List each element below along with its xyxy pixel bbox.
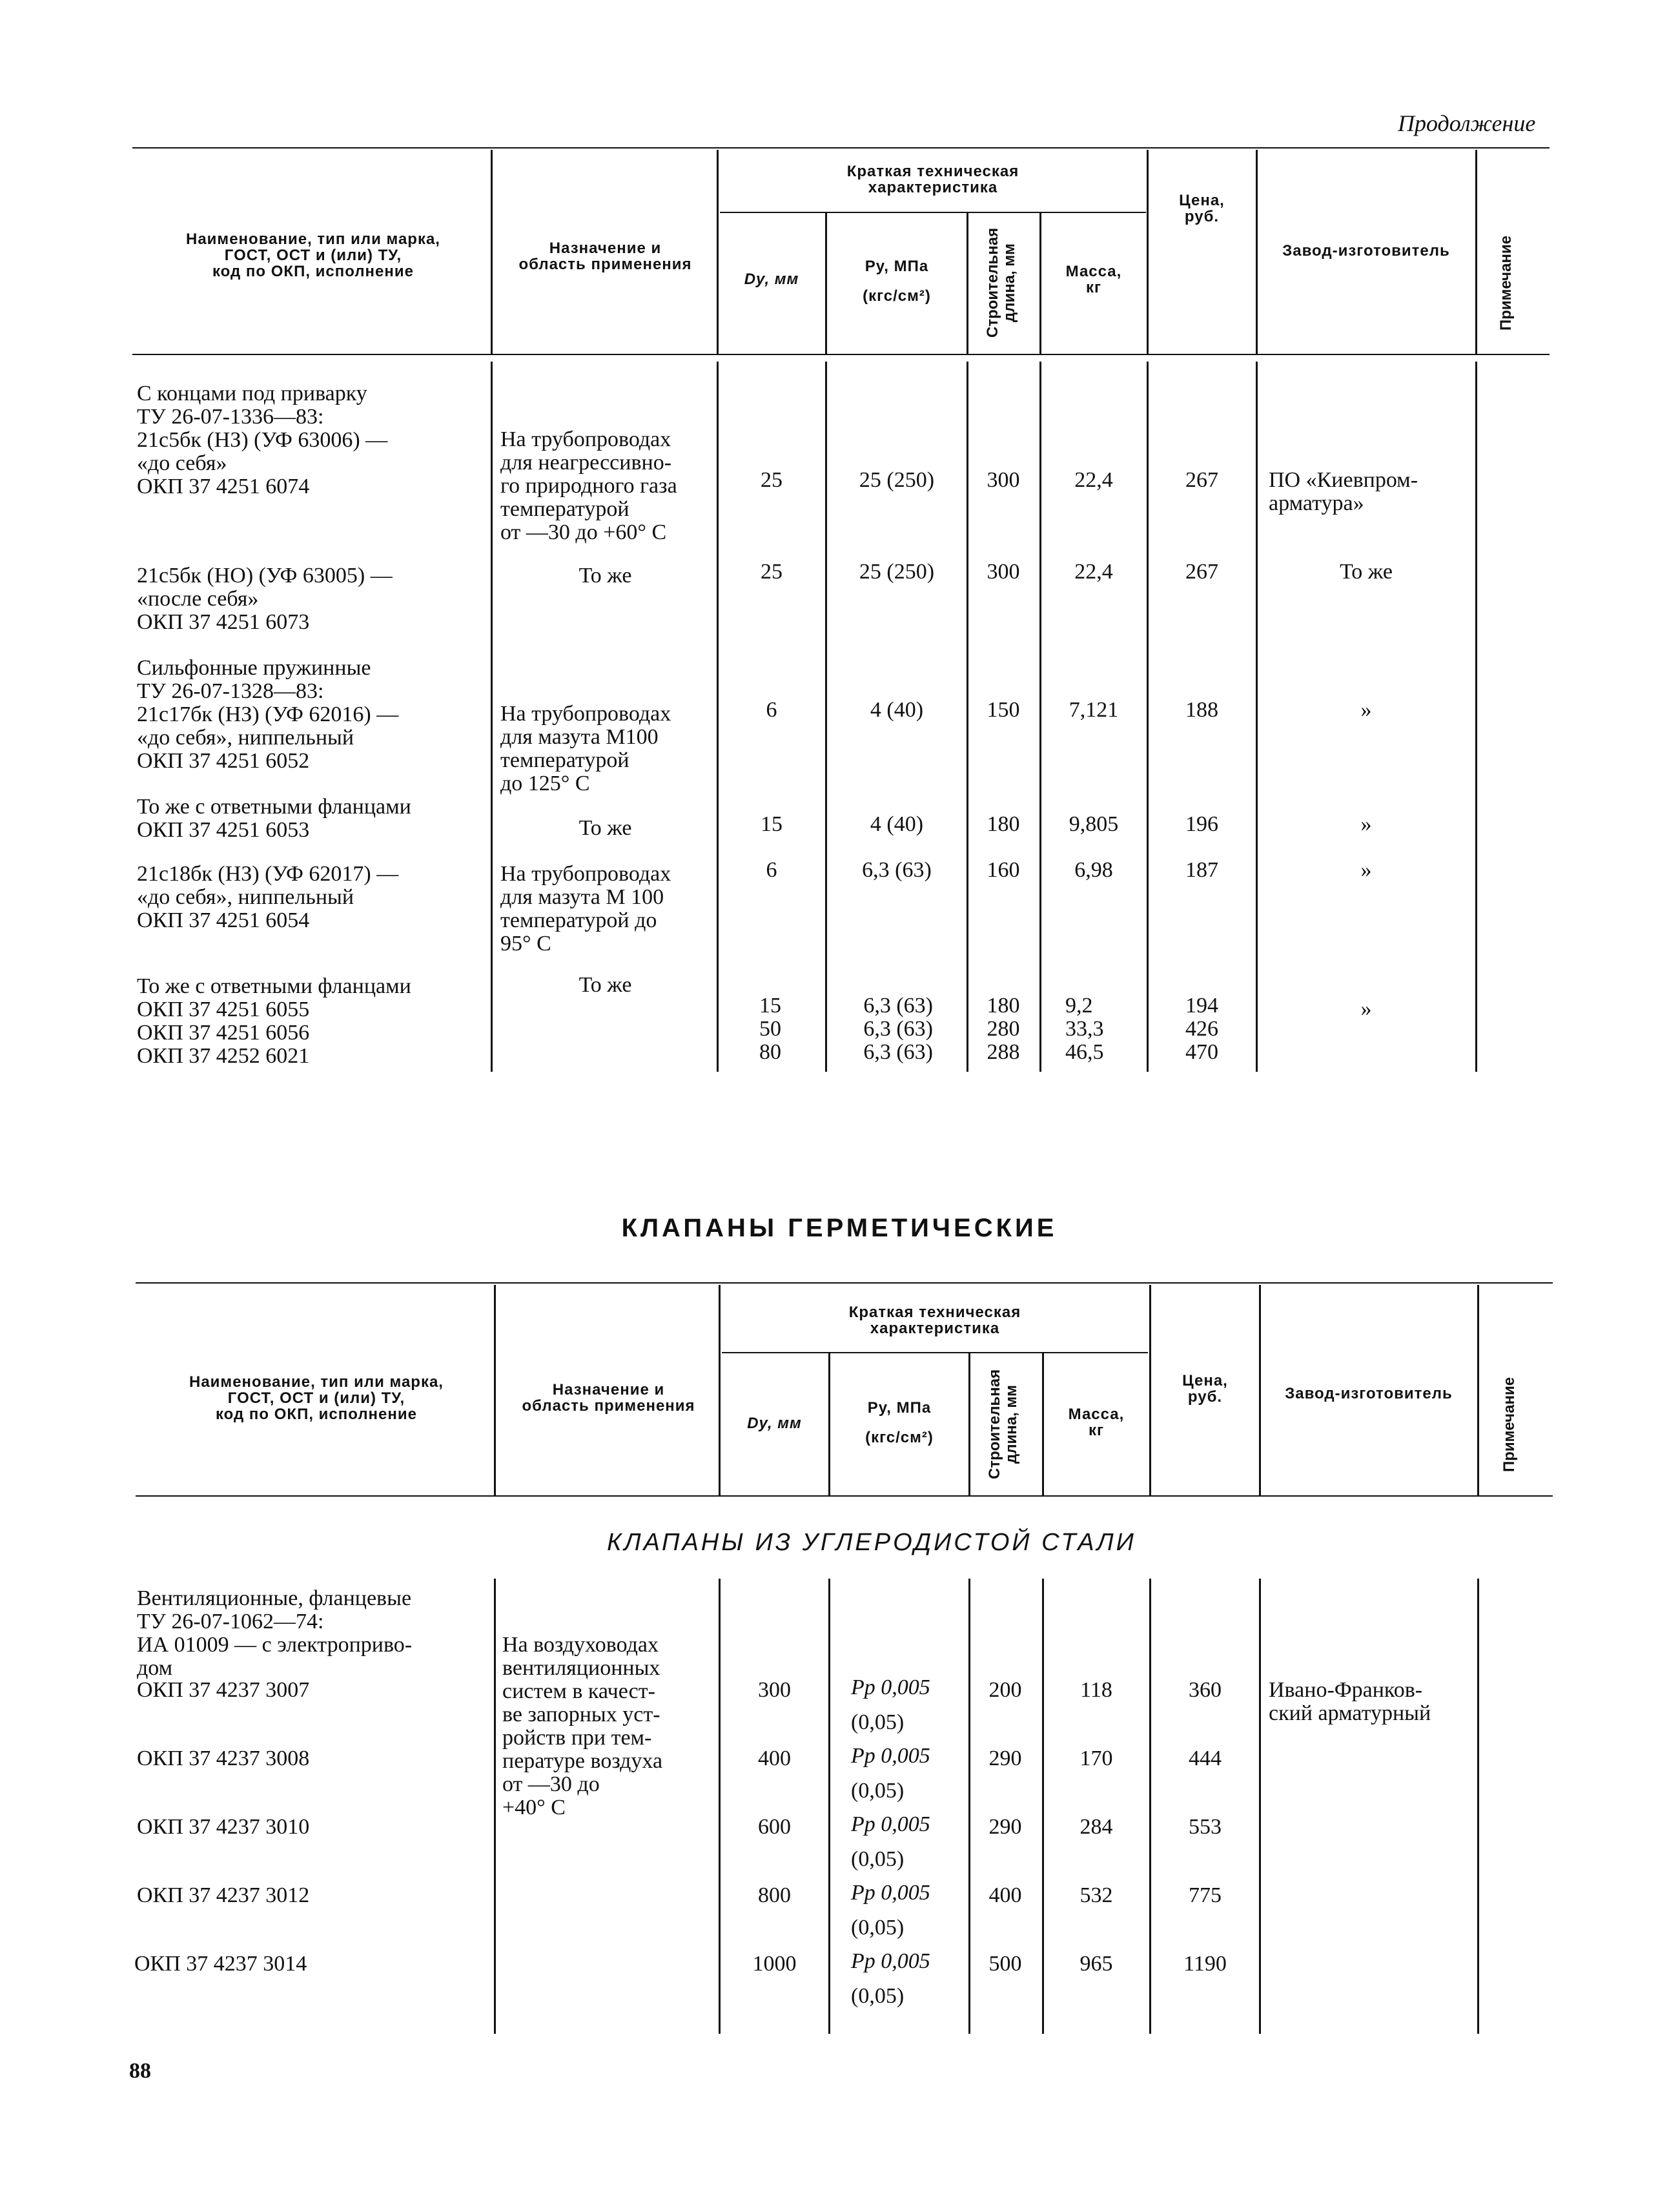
group-name: Вентиляционные, фланцевые ТУ 26-07-1062—74: ИА 01009 — с электроприво- дом [137,1586,413,1680]
cell-length: 300 [987,468,1020,492]
cell-name: С концами под приварку ТУ 26-07-1336—83: 21с5бк (НЗ) (УФ 63006) — «до себя» ОКП 37 4251 6074 [137,382,388,498]
cell-dy: 1000 [752,1952,797,1976]
cell-length: 300 [987,560,1020,584]
cell-maker: Ивано-Франков- ский арматурный [1269,1678,1431,1725]
cell-py: Pр 0,005 [851,1675,930,1699]
header-note: Примечание [1497,235,1515,331]
section-title: КЛАПАНЫ ГЕРМЕТИЧЕСКИЕ [621,1214,1058,1242]
cell-py: 6,3 (63) 6,3 (63) 6,3 (63) [863,994,933,1064]
page-number: 88 [129,2059,151,2083]
cell-py: Pр 0,005 [851,1744,930,1768]
header-length: Строительная длина, мм [986,1369,1020,1480]
cell-dy: 15 [761,812,783,836]
cell-py: 6,3 (63) [862,858,932,882]
cell-length: 160 [987,858,1020,882]
cell-maker: » [1360,698,1372,722]
header-py-unit: (кгс/см²) [865,1429,934,1446]
cell-name: То же с ответными фланцами ОКП 37 4251 6053 [137,795,411,842]
cell-py: 4 (40) [870,698,924,722]
cell-price: 444 [1189,1746,1222,1770]
header-py-unit: (кгс/см²) [863,287,931,305]
header-mass: Масса, кг [1065,263,1122,296]
header-tech: Краткая техническая характеристика [846,163,1019,196]
cell-dy: 400 [758,1746,791,1770]
cell-code: ОКП 37 4237 3012 [137,1883,310,1907]
cell-code: ОКП 37 4237 3010 [137,1815,310,1839]
cell-mass: 22,4 [1074,468,1113,492]
cell-purpose: То же [578,564,632,588]
cell-dy: 800 [758,1883,791,1907]
cell-dy: 15 50 80 [759,994,781,1064]
cell-py-unit: (0,05) [851,1710,905,1734]
cell-length: 290 [988,1746,1022,1770]
header-tech: Краткая техническая характеристика [848,1304,1021,1337]
cell-py: Pр 0,005 [851,1812,930,1836]
cell-py-unit: (0,05) [851,1779,905,1803]
header-length: Строительная длина, мм [984,227,1018,338]
header-price: Цена, руб. [1179,192,1225,225]
cell-name: То же с ответными фланцами ОКП 37 4251 6055 ОКП 37 4251 6056 ОКП 37 4252 6021 [137,974,411,1068]
cell-price: 188 [1185,698,1218,722]
cell-py: 25 (250) [859,468,935,492]
cell-mass: 965 [1079,1952,1113,1976]
cell-code: ОКП 37 4237 3008 [137,1746,310,1770]
cell-py: 25 (250) [859,560,935,584]
header-maker: Завод-изготовитель [1285,1385,1453,1402]
cell-purpose: На трубопроводах для мазута М 100 температурой до 95° С [500,862,671,956]
subsection-title: КЛАПАНЫ ИЗ УГЛЕРОДИСТОЙ СТАЛИ [607,1529,1136,1556]
header-mass: Масса, кг [1068,1406,1125,1439]
cell-dy: 6 [766,698,777,722]
cell-mass: 22,4 [1074,560,1113,584]
cell-length: 180 [987,812,1020,836]
cell-code: ОКП 37 4237 3007 [137,1678,310,1702]
cell-length: 400 [988,1883,1022,1907]
header-name: Наименование, тип или марка, ГОСТ, ОСТ и (или) ТУ, код по ОКП, исполнение [189,1373,444,1423]
cell-dy: 25 [761,468,783,492]
cell-py-unit: (0,05) [851,1916,905,1940]
cell-price: 267 [1185,468,1218,492]
cell-length: 200 [988,1678,1022,1702]
cell-mass: 118 [1080,1678,1112,1702]
cell-mass: 6,98 [1074,858,1113,882]
cell-py: Pр 0,005 [851,1881,930,1905]
cell-maker: » [1360,858,1372,882]
cell-py-unit: (0,05) [851,1847,905,1871]
header-py: Pу, МПа [867,1399,932,1417]
cell-price: 775 [1189,1883,1222,1907]
header-dy: Dу, мм [747,1415,802,1432]
cell-dy: 6 [766,858,777,882]
cell-dy: 600 [758,1815,791,1839]
cell-price: 553 [1189,1815,1222,1839]
header-dy: Dу, мм [744,271,799,288]
cell-purpose: На трубопроводах для неагрессивно- го природного газа температурой от —30 до +60° С [500,427,677,544]
header-price: Цена, руб. [1182,1372,1228,1406]
cell-price: 1190 [1183,1952,1227,1976]
cell-length: 290 [988,1815,1022,1839]
cell-purpose: То же [578,816,632,840]
cell-name: 21с5бк (НО) (УФ 63005) — «после себя» ОКП 37 4251 6073 [137,564,393,634]
cell-py-unit: (0,05) [851,1984,905,2008]
header-maker: Завод-изготовитель [1282,242,1450,260]
cell-mass: 532 [1079,1883,1113,1907]
header-note: Примечание [1500,1377,1518,1472]
cell-purpose: На воздуховодах вентиляционных систем в качест- ве запорных уст- ройств при тем- пературе воздуха от —30 до +40° С [502,1633,663,1819]
cell-length: 180 280 288 [987,994,1020,1064]
cell-maker: ПО «Киевпром- арматура» [1269,468,1418,515]
cell-price: 360 [1189,1678,1222,1702]
cell-price: 194 426 470 [1185,994,1218,1064]
cell-mass: 9,805 [1069,812,1119,836]
cell-maker: То же [1340,560,1393,584]
cell-mass: 284 [1079,1815,1113,1839]
header-purpose: Назначение и область применения [522,1381,695,1415]
cell-mass: 7,121 [1069,698,1119,722]
header-purpose: Назначение и область применения [518,240,692,273]
cell-dy: 300 [758,1678,791,1702]
cell-price: 196 [1185,812,1218,836]
cell-mass: 170 [1079,1746,1113,1770]
cell-code: ОКП 37 4237 3014 [134,1952,307,1976]
cell-price: 267 [1185,560,1218,584]
cell-dy: 25 [761,560,783,584]
header-py: Pу, МПа [865,258,929,275]
cell-maker: » [1360,997,1372,1021]
cell-py: Pр 0,005 [851,1949,930,1973]
cell-purpose: На трубопроводах для мазута М100 температурой до 125° С [500,702,671,795]
cell-name: Сильфонные пружинные ТУ 26-07-1328—83: 21с17бк (НЗ) (УФ 62016) — «до себя», ниппельный ОКП 37 4251 6052 [137,656,399,773]
cell-length: 150 [987,698,1020,722]
cell-mass: 9,2 33,3 46,5 [1065,994,1104,1064]
continuation-label: Продолжение [1398,110,1536,136]
cell-maker: » [1360,812,1372,836]
header-name: Наименование, тип или марка, ГОСТ, ОСТ и (или) ТУ, код по ОКП, исполнение [186,230,440,280]
cell-purpose: То же [578,973,632,997]
cell-py: 4 (40) [870,812,924,836]
cell-length: 500 [988,1952,1022,1976]
cell-price: 187 [1185,858,1218,882]
cell-name: 21с18бк (НЗ) (УФ 62017) — «до себя», ниппельный ОКП 37 4251 6054 [137,862,399,932]
